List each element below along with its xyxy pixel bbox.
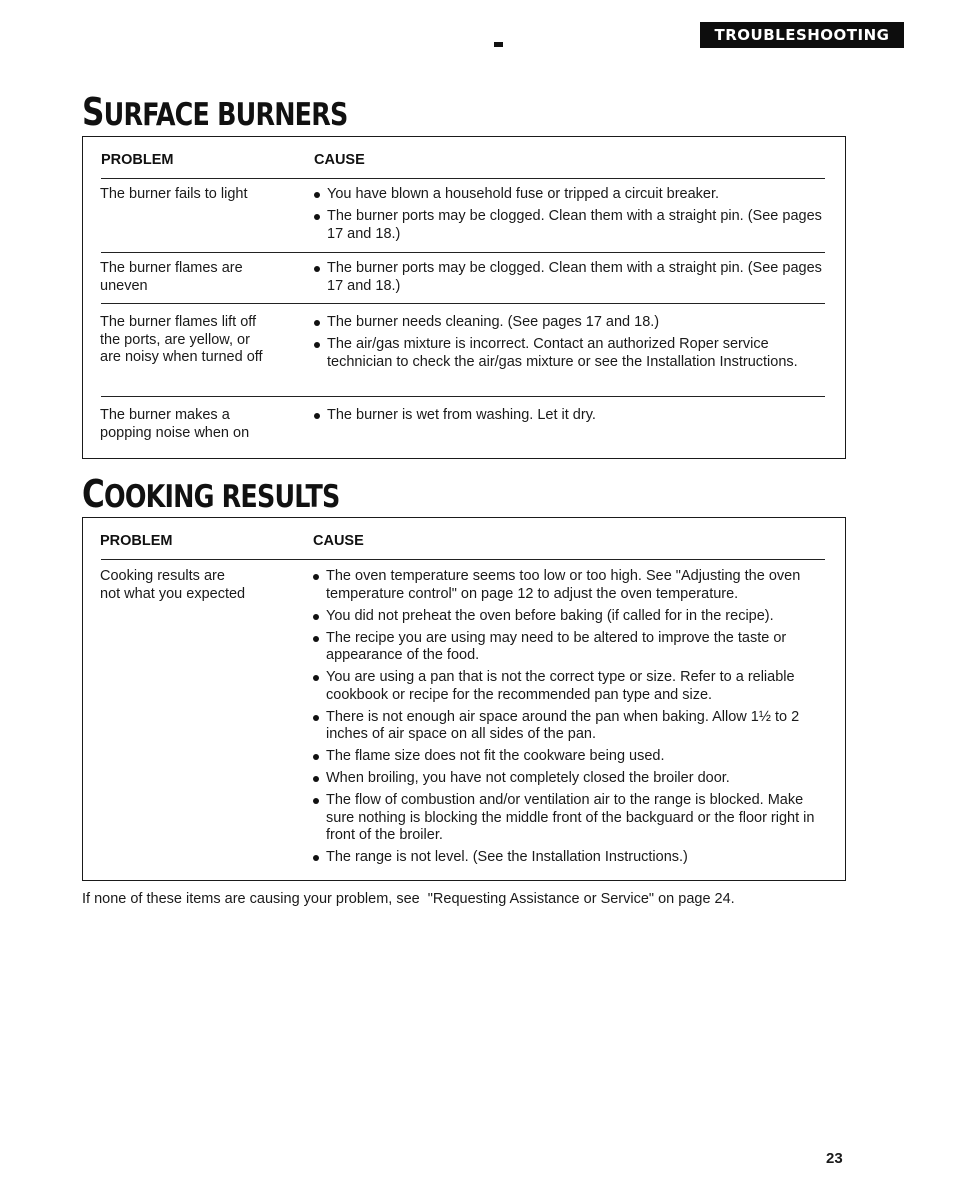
bullet-icon: [313, 614, 319, 620]
bullet-icon: [313, 798, 319, 804]
surface-title-initial: S: [82, 90, 104, 134]
row-divider: [101, 252, 825, 253]
page-number: 23: [826, 1150, 843, 1167]
problem-text: Cooking results are not what you expected: [100, 568, 246, 602]
bullet-icon: [314, 413, 320, 419]
cause-item: The air/gas mixture is incorrect. Contact an authorized Roper service technician to check the air/gas mixture or see the Installation Instructions.: [314, 336, 834, 371]
cooking-col-problem: PROBLEM: [100, 533, 173, 549]
problem-text: The burner fails to light: [100, 186, 248, 202]
cause-item: The burner ports may be clogged. Clean them with a straight pin. (See pages 17 and 18.): [314, 208, 834, 243]
cooking-results-title: [82, 472, 339, 516]
problem-text: The burner flames are uneven: [100, 260, 243, 294]
cause-item: The recipe you are using may need to be altered to improve the taste or appearance of the food.: [313, 630, 833, 665]
surface-burners-title: [82, 90, 347, 134]
cause-item: You are using a pan that is not the correct type or size. Refer to a reliable cookbook or recipe for the recommended pan type and size.: [313, 669, 833, 704]
cause-item: There is not enough air space around the pan when baking. Allow 1½ to 2 inches of air space on all sides of the pan.: [313, 709, 833, 744]
bullet-icon: [313, 715, 319, 721]
cause-list: [314, 314, 834, 376]
cause-item: The flow of combustion and/or ventilation air to the range is blocked. Make sure nothing is blocking the middle front of the backguard or the floor right in front of the broiler.: [313, 792, 833, 845]
cause-item: The range is not level. (See the Installation Instructions.): [313, 849, 833, 867]
cause-item: The burner needs cleaning. (See pages 17 and 18.): [314, 314, 834, 332]
bullet-icon: [313, 855, 319, 861]
cause-item: You have blown a household fuse or tripped a circuit breaker.: [314, 186, 834, 204]
cause-list: [314, 186, 834, 248]
surface-burners-table: [82, 136, 846, 459]
cause-list: [314, 407, 834, 429]
cause-item: The oven temperature seems too low or too high. See "Adjusting the oven temperature control" on page 12 to adjust the oven temperature.: [313, 568, 833, 603]
cause-list: [314, 260, 834, 300]
bullet-icon: [313, 754, 319, 760]
cause-item: When broiling, you have not completely closed the broiler door.: [313, 770, 833, 788]
bullet-icon: [314, 266, 320, 272]
bullet-icon: [314, 342, 320, 348]
bullet-icon: [314, 214, 320, 220]
bullet-icon: [314, 192, 320, 198]
cause-list: [313, 568, 833, 871]
cooking-results-table: [82, 517, 846, 881]
cause-item: The flame size does not fit the cookware being used.: [313, 748, 833, 766]
cooking-col-cause: CAUSE: [313, 533, 364, 549]
section-tab: TROUBLESHOOTING: [700, 22, 904, 48]
surface-header-rule: [101, 178, 825, 179]
cause-item: The burner ports may be clogged. Clean them with a straight pin. (See pages 17 and 18.): [314, 260, 834, 295]
cooking-title-rest: OOKING RESULTS: [104, 479, 340, 515]
surface-title-rest: URFACE BURNERS: [103, 97, 348, 133]
cause-item: You did not preheat the oven before baking (if called for in the recipe).: [313, 608, 833, 626]
bullet-icon: [313, 574, 319, 580]
bullet-icon: [313, 776, 319, 782]
row-divider: [101, 303, 825, 304]
cooking-header-rule: [101, 559, 825, 560]
bullet-icon: [313, 636, 319, 642]
print-speck: [494, 42, 503, 47]
footer-note: If none of these items are causing your problem, see "Requesting Assistance or Service" on page 24.: [82, 891, 735, 907]
bullet-icon: [313, 675, 319, 681]
surface-col-cause: CAUSE: [314, 152, 365, 168]
surface-col-problem: PROBLEM: [101, 152, 174, 168]
bullet-icon: [314, 320, 320, 326]
problem-text: The burner makes a popping noise when on: [100, 407, 250, 441]
problem-text: The burner flames lift off the ports, are yellow, or are noisy when turned off: [100, 314, 263, 365]
cooking-title-initial: C: [82, 472, 105, 516]
cause-item: The burner is wet from washing. Let it dry.: [314, 407, 834, 425]
row-divider: [101, 396, 825, 397]
